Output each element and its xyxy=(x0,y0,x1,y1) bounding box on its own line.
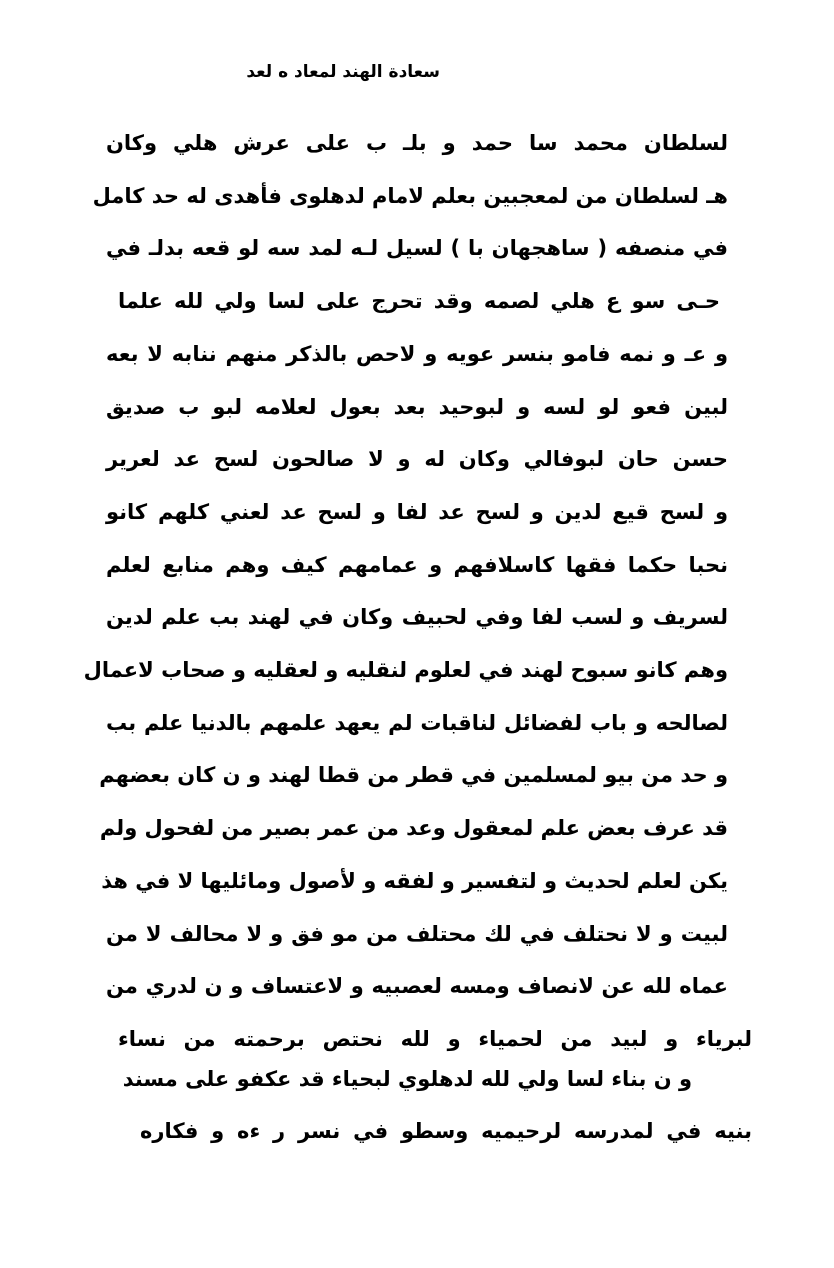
text-line: عماه لله عن لانصاف ومسه لعصبيه و لاعتساف و ن لدري من xyxy=(106,974,728,999)
page-header: سعادة الهند لمعاد ه لعد xyxy=(246,62,440,82)
text-line: وهم كانو سبوح لهند في لعلوم لنقليه و لعقليه و صحاب لاعمال xyxy=(83,658,728,682)
text-line: حـى سو ع هلي لصمه وقد تحرج على لسا ولي لله علما xyxy=(118,289,720,314)
text-line: لسلطان محمد سا حمد و بلـ ب على عرش هلي وكان xyxy=(106,131,728,155)
text-line: و ن بناء لسا ولي لله لدهلوي لبحياء قد عكفو على مسند xyxy=(122,1067,692,1091)
text-line: في منصفه ( ساهجهان با ) لسيل لـه لمد سه لو قعه بدلـ في xyxy=(106,236,728,261)
text-line: لبرياء و لبيد من لحمياء و لله نحتص برحمته من نساء xyxy=(118,1026,752,1051)
text-line: هـ لسلطان من لمعجبين بعلم لامام لدهلوى فأهدى له حد كامل xyxy=(92,183,728,208)
text-line: و عـ و نمه فامو بنسر عويه و لاحص بالذكر منهم ننابه لا بعه xyxy=(106,341,728,366)
text-line: لبين فعو لو لسه و لبوحيد بعد بعول لعلامه لبو ب صديق xyxy=(106,394,728,419)
text-line: بنيه في لمدرسه لرحيميه وسطو في نسر ر ءه و فكاره xyxy=(140,1119,752,1143)
text-line: و حد من بيو لمسلمين في قطر من قطا لهند و ن كان بعضهم xyxy=(99,763,728,788)
text-line: لسريف و لسب لفا وفي لحبيف وكان في لهند بب علم لدين xyxy=(106,605,728,630)
text-line: قد عرف بعض علم لمعقول وعد من عمر بصير من لفحول ولم xyxy=(99,816,728,841)
text-line: و لسح قيع لدين و لسح عد لفا و لسح عد لعني كلهم كانو xyxy=(106,499,728,524)
text-line: لبيت و لا نحتلف في لك محتلف من مو فق و لا محالف لا من xyxy=(106,921,728,946)
text-line: يكن لعلم لحديث و لتفسير و لفقه و لأصول ومائليها لا في هذ xyxy=(101,868,728,893)
text-line: حسن حان لبوفالي وكان له و لا صالحون لسح عد لعرير xyxy=(106,447,728,472)
text-line: نحبا حكما فقها كاسلافهم و عمامهم كيف وهم منابع لعلم xyxy=(106,552,728,577)
text-line: لصالحه و باب لفضائل لناقبات لم يعهد علمهم بالدنيا علم بب xyxy=(106,710,728,735)
